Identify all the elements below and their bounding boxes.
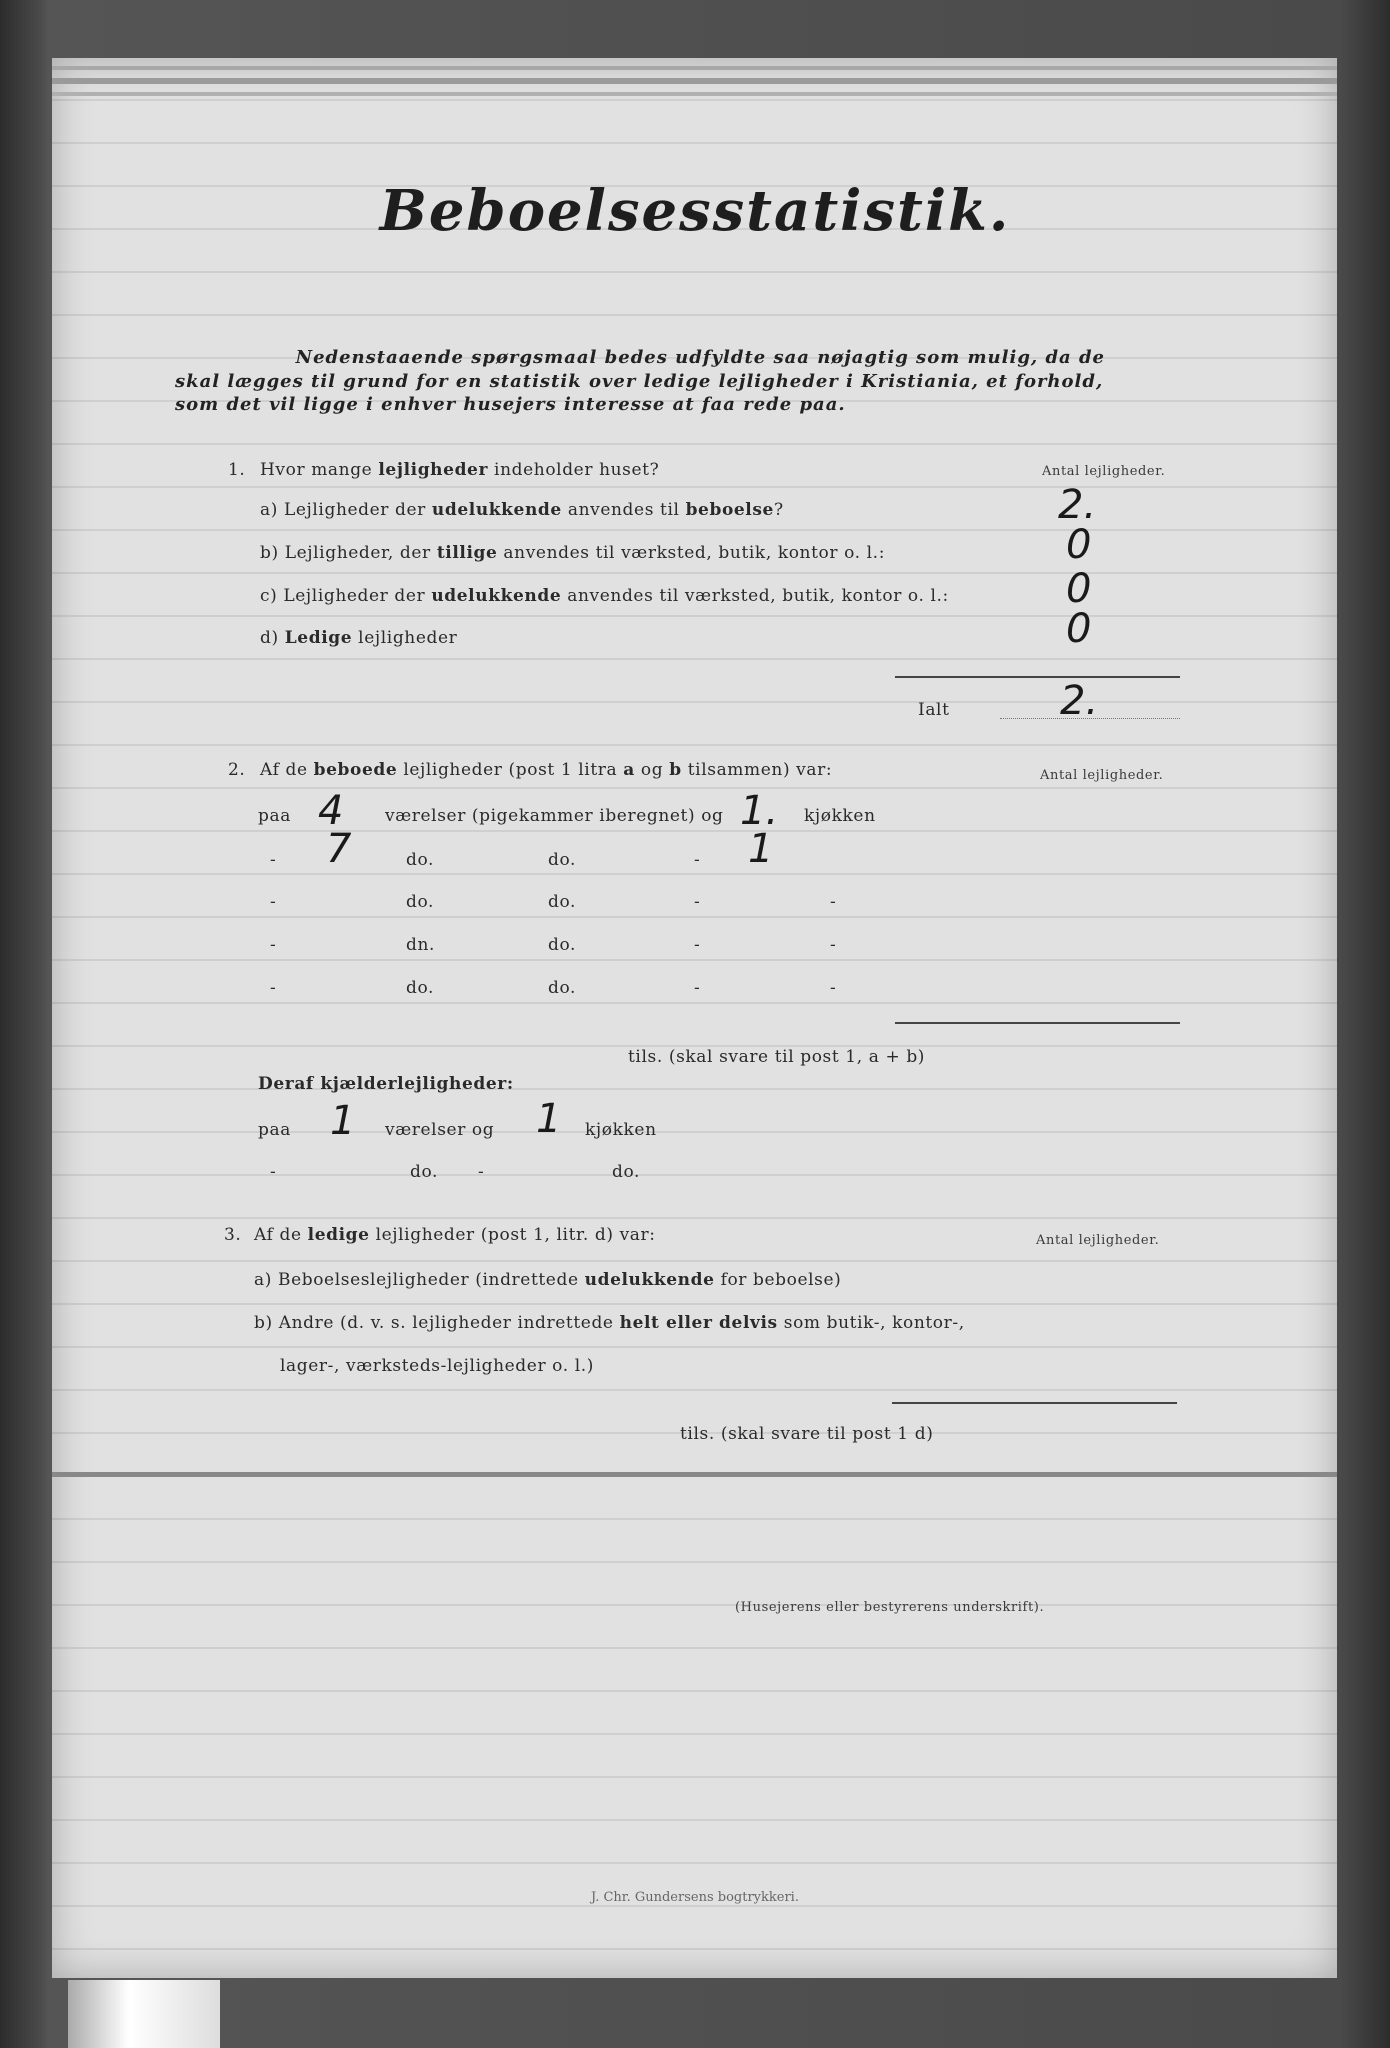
cellar-rooms: 1 [330,1098,356,1144]
q1-d-label: d) Ledige lejligheder [260,628,458,648]
kitchen-label: kjøkken [804,806,876,826]
ditto: do. [548,978,577,998]
paa-label: paa [258,806,291,826]
sum-rule [895,676,1180,678]
ditto: do. [548,892,577,912]
dash: - [830,978,837,998]
ditto: do. [406,978,435,998]
q2-row2-kitchens: 1 [748,826,774,872]
q2-row2-rooms: 7 [326,826,352,872]
form-title: Beboelsesstatistik. [379,178,1011,244]
sum-rule [892,1402,1177,1404]
rooms-label: værelser og [385,1120,495,1140]
q1-c-value: 0 [1066,566,1092,612]
question-2-text: Af de beboede lejligheder (post 1 litra a og b tilsammen) var: [260,760,833,780]
ditto: do. [406,892,435,912]
dash: - [270,892,277,912]
q2-tils: tils. (skal svare til post 1, a + b) [628,1047,926,1067]
ditto: do. [548,935,577,955]
top-band [52,78,1337,84]
cellar-kitchens: 1 [536,1096,562,1142]
scan-glare [68,1980,220,2048]
q1-b-value: 0 [1066,522,1092,568]
q1-c-label: c) Lejligheder der udelukkende anvendes til værksted, butik, kontor o. l.: [260,586,949,606]
q3-a-label: a) Beboelseslejligheder (indrettede udelukkende for beboelse) [254,1270,842,1290]
dash: - [694,892,701,912]
dash: - [270,850,277,870]
dash: - [270,1162,277,1182]
ditto: do. [612,1162,641,1182]
dash: - [694,978,701,998]
q1-d-value: 0 [1066,606,1092,652]
q1-a-value: 2. [1058,482,1097,528]
ditto: do. [406,850,435,870]
q2-row1-kitchens: 1. [740,788,779,834]
total-label: Ialt [918,700,950,720]
dash: - [694,935,701,955]
dash: - [830,935,837,955]
top-band [52,92,1337,96]
ditto: do. [410,1162,439,1182]
q1-b-label: b) Lejligheder, der tillige anvendes til værksted, butik, kontor o. l.: [260,543,886,563]
question-number: 2. [228,760,246,780]
question-number: 3. [224,1225,242,1245]
section-divider [52,1472,1337,1477]
q2-row1-rooms: 4 [318,788,344,834]
cellar-heading: Deraf kjælderlejligheder: [258,1074,514,1094]
printer-imprint: J. Chr. Gundersens bogtrykkeri. [591,1890,799,1905]
q1-a-label: a) Lejligheder der udelukkende anvendes til beboelse? [260,500,784,520]
q3-b-label-cont: lager-, værksteds-lejligheder o. l.) [280,1356,594,1376]
intro-line: skal lægges til grund for en statistik over ledige lejligheder i Kristiania, et forhold, [175,371,1104,392]
q1-total-value: 2. [1060,678,1099,724]
paa-label: paa [258,1120,291,1140]
signature-label: (Husejerens eller bestyrerens underskrift). [735,1600,1045,1615]
column-header: Antal lejligheder. [1040,768,1164,783]
question-number: 1. [228,460,246,480]
column-header: Antal lejligheder. [1042,464,1166,479]
q3-b-label: b) Andre (d. v. s. lejligheder indrettede helt eller delvis som butik-, kontor-, [254,1313,965,1333]
intro-line: Nedenstaaende spørgsmaal bedes udfyldte saa nøjagtig som mulig, da de [295,347,1105,368]
dash: - [270,978,277,998]
top-band [52,66,1337,70]
dash: - [694,850,701,870]
sum-rule [895,1022,1180,1024]
rooms-label: værelser (pigekammer iberegnet) og [385,806,724,826]
ditto: do. [548,850,577,870]
column-header: Antal lejligheder. [1036,1233,1160,1248]
q3-tils: tils. (skal svare til post 1 d) [680,1424,934,1444]
kitchen-label: kjøkken [585,1120,657,1140]
dotted-line [1000,718,1180,719]
dash: - [478,1162,485,1182]
question-3-text: Af de ledige lejligheder (post 1, litr. d) var: [254,1225,656,1245]
dash: - [270,935,277,955]
question-1-text: Hvor mange lejligheder indeholder huset? [260,460,660,480]
dash: - [830,892,837,912]
intro-line: som det vil ligge i enhver husejers interesse at faa rede paa. [175,394,846,415]
ditto: dn. [406,935,436,955]
